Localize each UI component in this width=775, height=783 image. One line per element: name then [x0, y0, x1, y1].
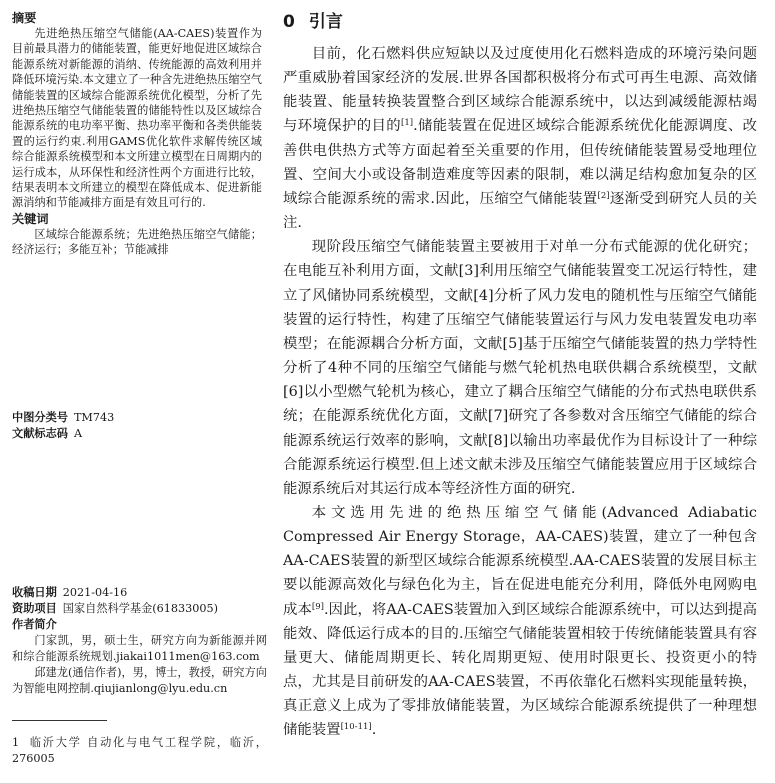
left-column	[12, 10, 262, 258]
keywords-text: 区域综合能源系统；先进绝热压缩空气储能；经济运行；多能互补；节能减排	[12, 227, 262, 257]
classification-label: 中图分类号	[12, 411, 68, 424]
affiliation-number: 1	[12, 736, 20, 749]
section-number: 0	[283, 12, 295, 32]
authors-label: 作者简介	[12, 618, 57, 631]
funding-label: 资助项目	[12, 602, 57, 615]
author-bio-1: 门家凯，男，硕士生，研究方向为新能源并网和综合能源系统规划.jiakai1011men@163.com	[12, 634, 267, 663]
footnote-divider	[12, 720, 107, 721]
received-line	[12, 585, 267, 601]
keywords-heading: 关键词	[12, 211, 49, 226]
doc-code-label: 文献标志码	[12, 427, 68, 440]
classification-value: TM743	[73, 411, 115, 424]
received-label: 收稿日期	[12, 586, 57, 599]
section-heading	[283, 10, 757, 34]
citation-10-11: [10-11]	[340, 722, 372, 733]
body-paragraph-3: 本文选用先进的绝热压缩空气储能(Advanced Adiabatic Compressed Air Energy Storage，AA-CAES)装置，建立了一种包含AA-CAES装置的新型区域综合能源系统模型.AA-CAES装置的发展目标主要以能源高效化与绿色化为主，旨在促进电能充分利用，降低外电网购电成本[9].因此，将AA-CAES装置加入到区域综合能源系统中，可以达到提高能效、降低运行成本的目的.压缩空气储能装置相较于传统储能装置具有容量更大、储能周期更长、转化周期更短、使用时限更长、投资更小的特点，尤其是目前研发的AA-CAES装置，不再依靠化石燃料实现能量转换，真正意义上成为了零排放储能装置，为区域综合能源系统提供了一种理想储能装置[10-11].	[283, 504, 757, 739]
section-title: 引言	[308, 12, 343, 32]
body-paragraph-1: 目前，化石燃料供应短缺以及过度使用化石燃料造成的环境污染问题严重威胁着国家经济的发展.世界各国都积极将分布式可再生电源、高效储能装置、能量转换装置整合到区域综合能源系统中，以达到减缓能源枯竭与环境保护的目的[1].储能装置在促进区域综合能源系统优化能源调度、改善供电供热方式等方面起着至关重要的作用，但传统储能装置易受地理位置、空间大小或设备制造难度等因素的限制，难以满足结构愈加复杂的区域综合能源系统的需求.因此，压缩空气储能装置[2]逐渐受到研究人员的关注.	[283, 46, 757, 232]
doc-code-value: A	[73, 427, 83, 440]
received-value: 2021-04-16	[62, 586, 128, 599]
abstract-heading: 摘要	[12, 11, 37, 25]
classification-line	[12, 410, 267, 426]
abstract-text: 先进绝热压缩空气储能(AA-CAES)装置作为目前最具潜力的储能装置，能更好地促进区域综合能源系统对新能源的消纳、传统能源的高效利用并降低环境污染.本文建立了一种含先进绝热压缩空气储能装置的区域综合能源系统优化模型，分析了先进绝热压缩空气储能装置的储能特性以及区域综合能源系统的电功率平衡、热功率平衡和各类供能装置的运行约束.利用GAMS优化软件求解传统区域综合能源系统模型和本文所建立模型在日周期内的运行成本，从环保性和经济性两个方面进行比较，结果表明本文所建立的模型在降低成本、促进新能源消纳和节能减排方面是有效且可行的.	[12, 27, 262, 210]
body-paragraph-2: 现阶段压缩空气储能装置主要被用于对单一分布式能源的优化研究；在电能互补利用方面，文献[3]利用压缩空气储能装置变工况运行特性，建立了风储协同系统模型，文献[4]分析了风力发电的随机性与压缩空气储能装置的运行特性，构建了压缩空气储能装置运行与风力发电装置发电功率模型；在能源耦合分析方面，文献[5]基于压缩空气储能装置的热力学特性分析了4种不同的压缩空气储能与燃气轮机热电联供耦合系统模型，文献[6]以小型燃气轮机为核心，建立了耦合压缩空气储能的分布式热电联供系统；在能源系统优化方面，文献[7]研究了各参数对含压缩空气储能的综合能源系统运行效率的影响，文献[8]以输出功率最优作为目标设计了一种综合能源系统运行模型.但上述文献未涉及压缩空气储能装置应用于区域综合能源系统后对其运行成本等经济性方面的研究.	[283, 239, 757, 497]
article-info-block	[12, 585, 267, 697]
citation-9: [9]	[311, 601, 324, 612]
author-bio-2: 邱建龙(通信作者)，男，博士，教授，研究方向为智能电网控制.qiujianlong@lyu.edu.cn	[12, 666, 267, 695]
affiliation-block	[12, 735, 267, 767]
affiliation-text: 临沂大学 自动化与电气工程学院，临沂，276005	[12, 736, 267, 765]
citation-2: [2]	[597, 190, 610, 201]
funding-line	[12, 601, 267, 617]
doc-code-line	[12, 426, 267, 442]
citation-1: [1]	[401, 118, 414, 129]
right-column	[283, 10, 757, 743]
funding-value: 国家自然科学基金(61833005)	[62, 602, 218, 615]
classification-block	[12, 410, 267, 442]
